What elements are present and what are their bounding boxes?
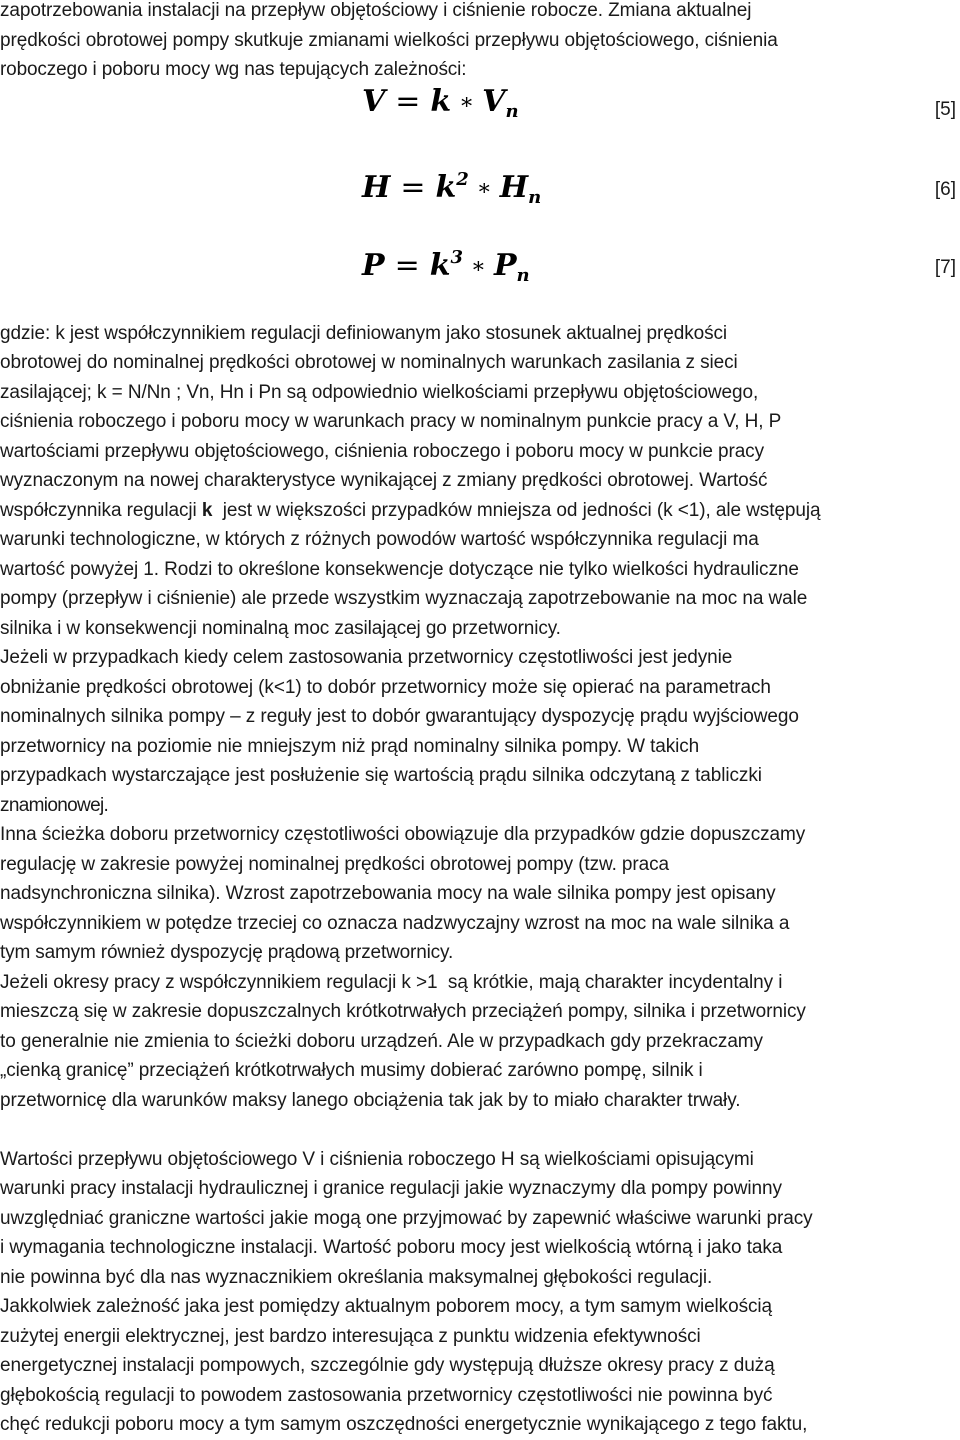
text-line: „cienką granicę” przeciążeń krótkotrwałych musimy dobierać zarówno pompę, silnik i [0, 1060, 703, 1081]
text-line: Inna ścieżka doboru przetwornicy częstotliwości obowiązuje dla przypadków gdzie dopuszczamy [0, 824, 806, 845]
equation-number: [5] [934, 98, 956, 120]
intro-paragraph [0, 0, 960, 85]
text-line: głębokością regulacji to powodem zastosowania przetwornicy częstotliwości nie powinna być [0, 1384, 773, 1406]
text-line: to generalnie nie zmienia to ścieżki doboru urządzeń. Ale w przypadkach gdy przekraczamy [0, 1030, 763, 1052]
text-line: gdzie: k jest współczynnikiem regulacji definiowanym jako stosunek aktualnej prędkości [0, 322, 728, 344]
text-line: przetwornicę dla warunków maksy lanego obciążenia tak jak by to miało charakter trwały. [0, 1089, 741, 1111]
text-line: wyznaczonym na nowej charakterystyce wynikającej z zmiany prędkości obrotowej. Wartość [0, 470, 768, 491]
equation-number: [7] [934, 256, 956, 278]
text-line: pompy (przepływ i ciśnienie) ale przede wszystkim wyznaczają zapotrzebowanie na moc na wale [0, 588, 808, 609]
text-line: warunki technologiczne, w których z różnych powodów wartość współczynnika regulacji ma [0, 529, 759, 550]
text-line: chęć redukcji poboru mocy a tym samym oszczędności energetycznie wynikającego z tego faktu, [0, 1414, 808, 1435]
text-line: przetwornicy na poziomie nie mniejszym niż prąd nominalny silnika pompy. W takich [0, 735, 700, 757]
text-line: regulację w zakresie powyżej nominalnej prędkości obrotowej pompy (tzw. praca [0, 853, 669, 875]
equation-formula: V = k ∗ $V_n$ [362, 83, 519, 122]
text-line: wartość powyżej 1. Rodzi to określone konsekwencje dotyczące nie tylko wielkości hydrauliczne [0, 558, 799, 580]
equation-number: [6] [934, 178, 956, 200]
paragraph-gap [0, 1115, 960, 1145]
text-line: przypadkach wystarczające jest posłużenie się wartością prądu silnika odczytaną z tabliczki [0, 765, 762, 786]
text-line: wartościami przepływu objętościowego, ciśnienia roboczego i poboru mocy w punkcie pracy [0, 440, 764, 462]
text-line-with-bold: współczynnika regulacji k jest w większości przypadków mniejsza od jedności (k <1), ale wstępują [0, 499, 821, 521]
text-line: Jeżeli okresy pracy z współczynnikiem regulacji k >1 są krótkie, mają charakter incydentalny i [0, 971, 783, 993]
text-line: Jakkolwiek zależność jaka jest pomiędzy aktualnym poborem mocy, a tym samym wielkością [0, 1296, 772, 1317]
equation-formula: $P = k^3$ ∗ $P_n$ [362, 246, 530, 286]
text-line: energetycznej instalacji pompowych, szczególnie gdy występują dłuższe okresy pracy z dużą [0, 1355, 775, 1376]
text-line: ciśnienia roboczego i poboru mocy w warunkach pracy w nominalnym punkcie pracy a V, H, P [0, 411, 782, 432]
text-line: zapotrzebowania instalacji na przepływ objętościowy i ciśnienie robocze. Zmiana aktualnej [0, 0, 752, 21]
text-line: znamionowej. [0, 794, 109, 816]
text-line: obrotowej do nominalnej prędkości obrotowej w nominalnych warunkach zasilania z sieci [0, 352, 738, 373]
text-line: uwzględniać graniczne wartości jakie mogą one przyjmować by zapewnić właściwe warunki pracy [0, 1207, 813, 1229]
equation-formula: $H = k^2$ ∗ $H_n$ [362, 168, 542, 208]
text-line: obniżanie prędkości obrotowej (k<1) to dobór przetwornicy może się opierać na parametrach [0, 676, 771, 698]
conclusion-paragraph [0, 1145, 960, 1440]
text-line: mieszczą się w zakresie dopuszczalnych krótkotrwałych przeciążeń pompy, silnika i przetwornicy [0, 1001, 806, 1022]
bold-k: k [201, 499, 213, 521]
equation-5 [0, 85, 960, 153]
text-line: zasilającej; k = N/Nn ; Vn, Hn i Pn są odpowiednio wielkościami przepływu objętościowego, [0, 381, 759, 403]
equation-6 [0, 153, 960, 231]
text-line: silnika i w konsekwencji nominalną moc zasilającej go przetwornicy. [0, 617, 561, 639]
text-line: roboczego i poboru mocy wg nas tepujących zależności: [0, 59, 467, 80]
text-line: Jeżeli w przypadkach kiedy celem zastosowania przetwornicy częstotliwości jest jedynie [0, 647, 733, 668]
text-line: zużytej energii elektrycznej, jest bardzo interesująca z punktu widzenia efektywności [0, 1325, 701, 1347]
definition-paragraph [0, 319, 960, 1116]
text-line: tym samym również dyspozycję prądową przetwornicy. [0, 942, 454, 963]
text-line: nominalnych silnika pompy – z reguły jest to dobór gwarantujący dyspozycję prądu wyjściowego [0, 706, 799, 727]
text-line: i wymagania technologiczne instalacji. Wartość poboru mocy jest wielkością wtórną i jako taka [0, 1237, 783, 1258]
text-line: nadsynchroniczna silnika). Wzrost zapotrzebowania mocy na wale silnika pompy jest opisany [0, 883, 776, 904]
text-line: prędkości obrotowej pompy skutkuje zmianami wielkości przepływu objętościowego, ciśnienia [0, 29, 778, 51]
text-line: Wartości przepływu objętościowego V i ciśnienia roboczego H są wielkościami opisującymi [0, 1148, 754, 1170]
equation-7 [0, 231, 960, 309]
text-line: współczynnikiem w potędze trzeciej co oznacza nadzwyczajny wzrost na moc na wale silnika a [0, 912, 790, 934]
text-line: warunki pracy instalacji hydraulicznej i granice regulacji jakie wyznaczymy dla pompy powinny [0, 1178, 782, 1199]
text-line: nie powinna być dla nas wyznacznikiem określania maksymalnej głębokości regulacji. [0, 1266, 713, 1288]
